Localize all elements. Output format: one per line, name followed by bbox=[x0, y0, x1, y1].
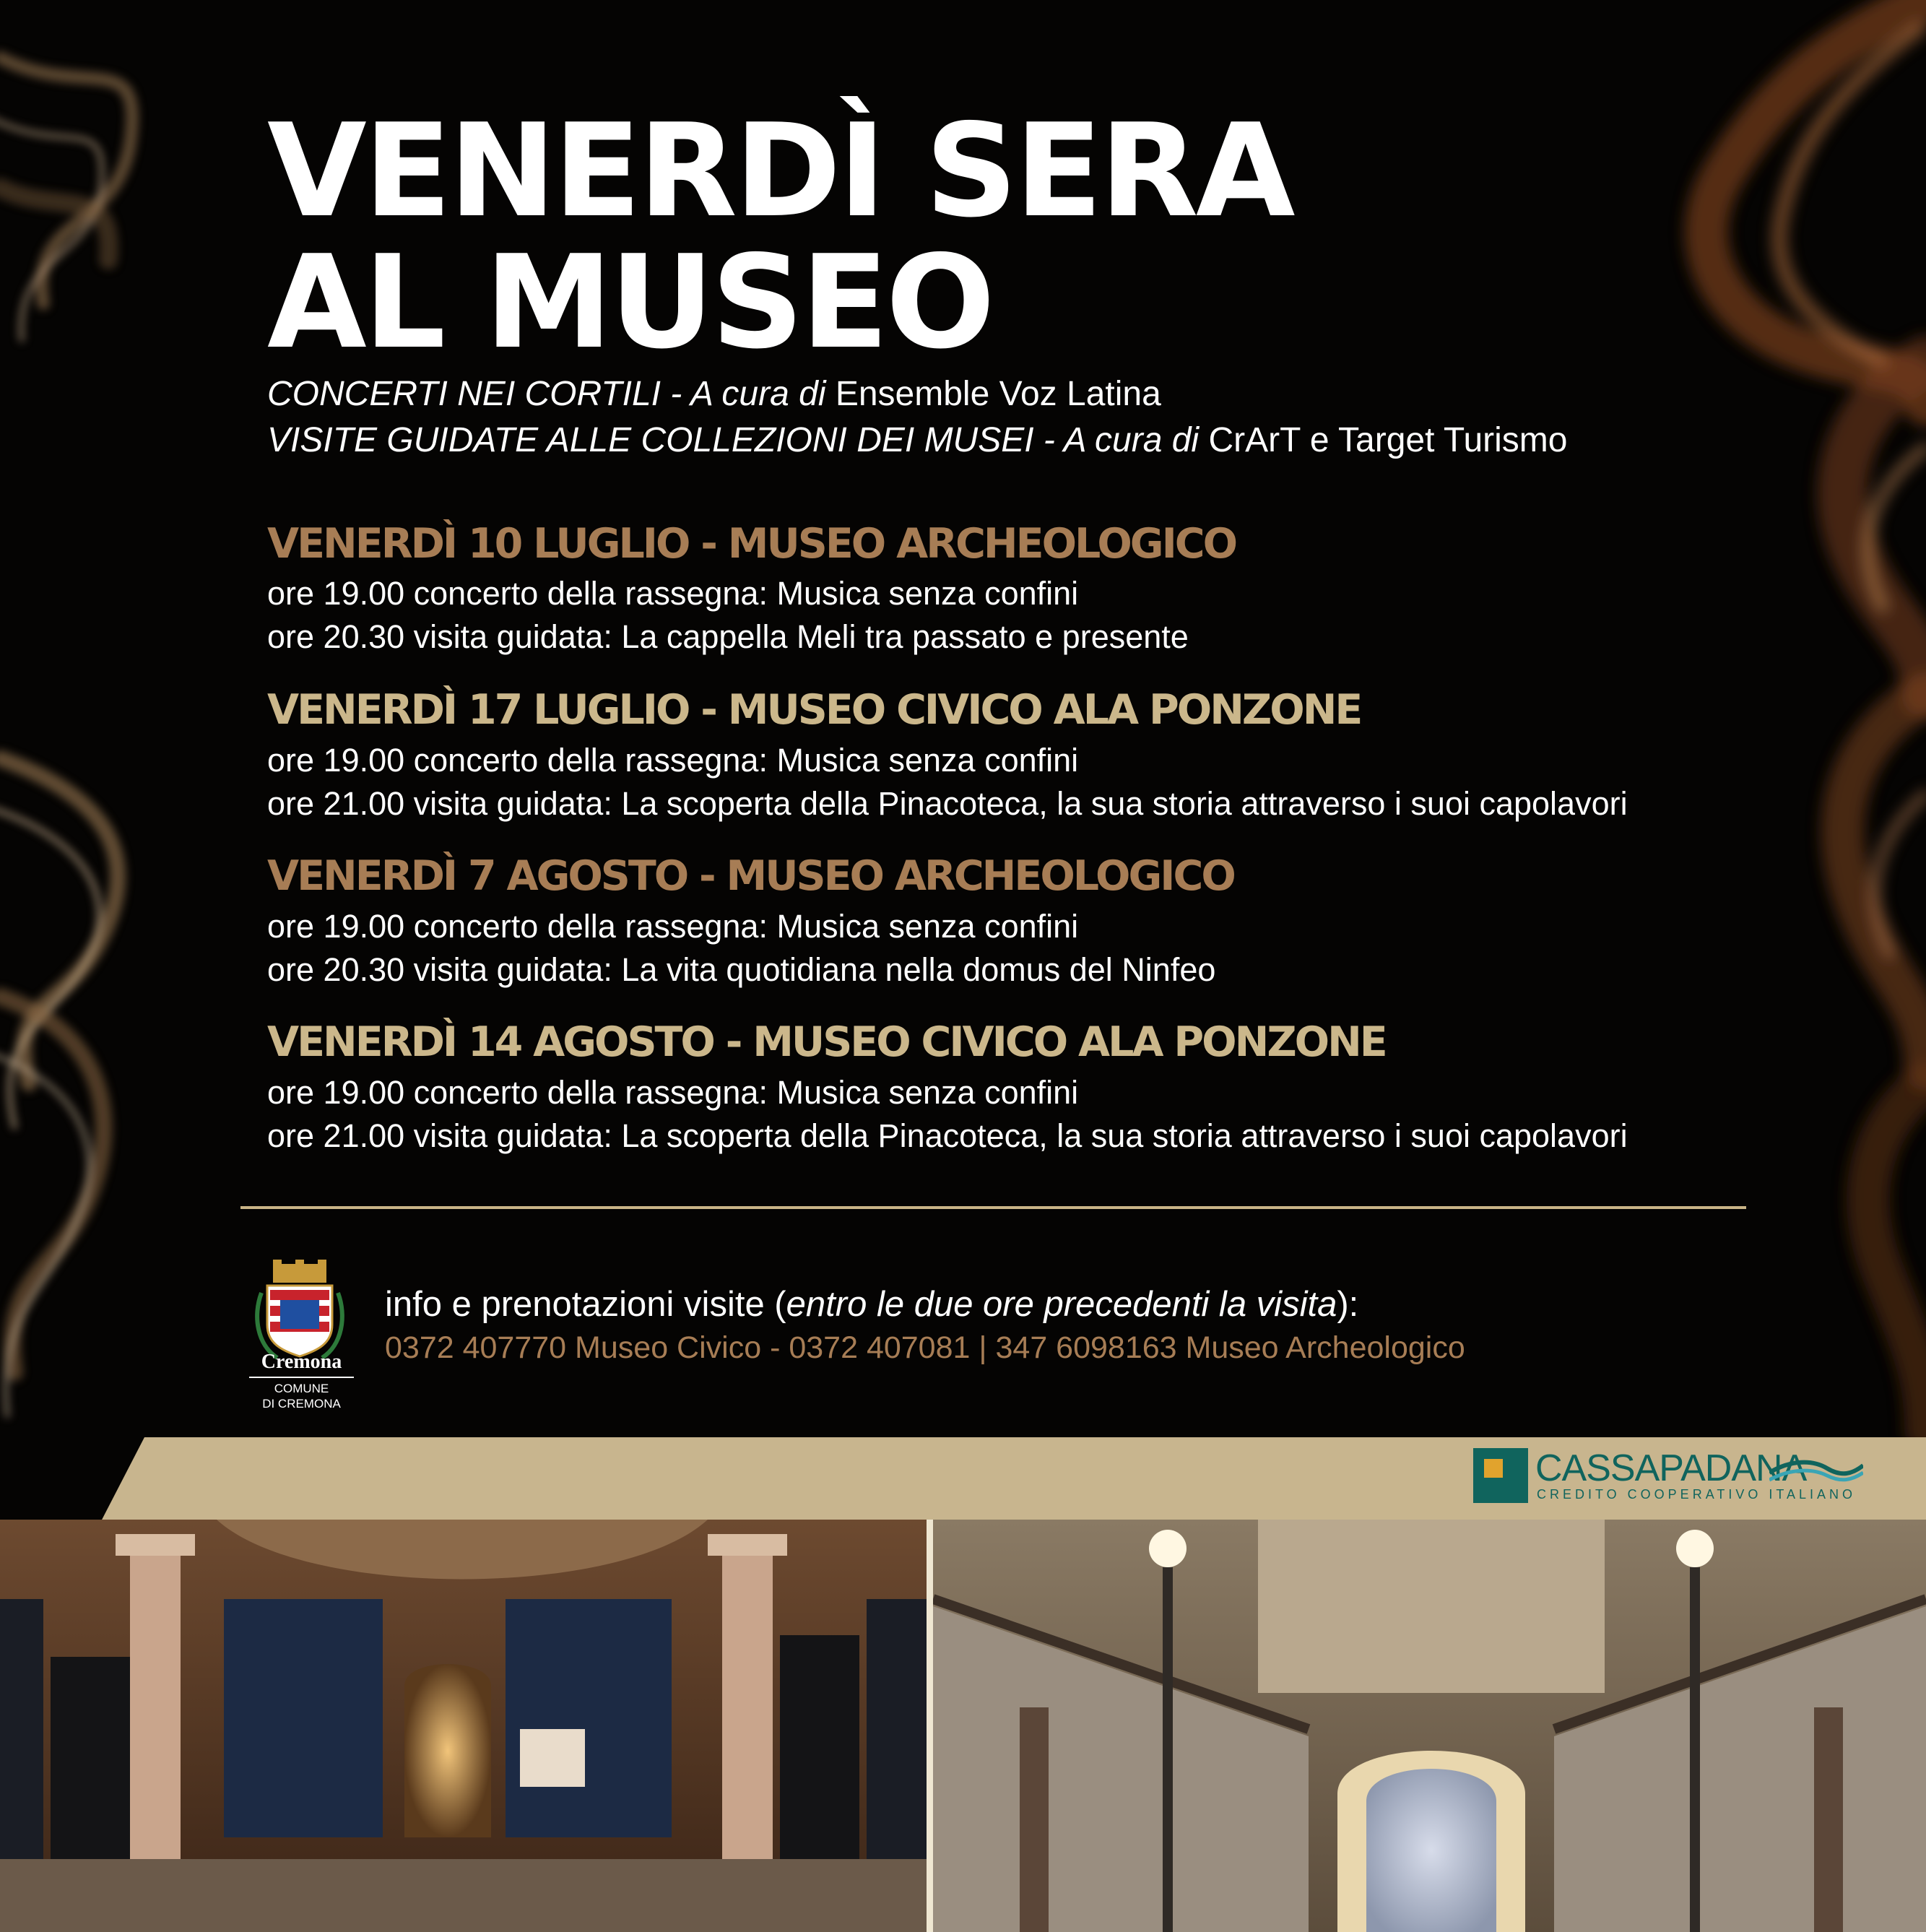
subtitle-concerts-label: CONCERTI NEI CORTILI - A cura di bbox=[267, 375, 836, 413]
subtitle-tours-label: VISITE GUIDATE ALLE COLLEZIONI DEI MUSEI - A cura di bbox=[267, 421, 1209, 459]
event-heading: VENERDÌ 14 AGOSTO - MUSEO CIVICO ALA PONZONE bbox=[267, 1018, 1386, 1066]
sponsor-tagline: CREDITO COOPERATIVO ITALIANO bbox=[1537, 1487, 1857, 1502]
photo-archaeological-museum bbox=[0, 1520, 927, 1932]
event-concert-line: ore 19.00 concerto della rassegna: Musica senza confini bbox=[267, 575, 1079, 612]
smoke-right-decoration bbox=[1420, 0, 1926, 1444]
page-title-line-1: VENERDÌ SERA bbox=[267, 96, 1293, 246]
event-tour-line: ore 21.00 visita guidata: La scoperta della Pinacoteca, la sua storia attraverso i suoi capolavori bbox=[267, 785, 1628, 822]
sponsor-name: CASSAPADANA bbox=[1535, 1447, 1807, 1489]
info-booking-text bbox=[385, 1284, 1358, 1325]
subtitle-concerts-curator: Ensemble Voz Latina bbox=[835, 375, 1161, 413]
sponsor-logo bbox=[1473, 1448, 1863, 1506]
info-text-end: ): bbox=[1337, 1285, 1359, 1324]
event-heading: VENERDÌ 7 AGOSTO - MUSEO ARCHEOLOGICO bbox=[267, 852, 1234, 900]
photo-civic-museum-staircase bbox=[933, 1520, 1926, 1932]
event-tour-line: ore 20.30 visita guidata: La cappella Meli tra passato e presente bbox=[267, 618, 1189, 655]
info-text-start: info e prenotazioni visite ( bbox=[385, 1285, 786, 1324]
phone-numbers: 0372 407770 Museo Civico - 0372 407081 | 347 6098163 Museo Archeologico bbox=[385, 1330, 1465, 1365]
event-concert-line: ore 19.00 concerto della rassegna: Musica senza confini bbox=[267, 742, 1079, 779]
info-text-italic: entro le due ore precedenti la visita bbox=[786, 1285, 1337, 1324]
section-divider bbox=[240, 1206, 1746, 1209]
photo-separator bbox=[927, 1520, 933, 1932]
municipality-label-line-1: COMUNE bbox=[274, 1382, 329, 1395]
municipality-name: Cremona bbox=[261, 1351, 342, 1373]
event-heading: VENERDÌ 10 LUGLIO - MUSEO ARCHEOLOGICO bbox=[267, 520, 1236, 568]
event-tour-line: ore 21.00 visita guidata: La scoperta della Pinacoteca, la sua storia attraverso i suoi capolavori bbox=[267, 1117, 1628, 1154]
smoke-left-decoration bbox=[0, 0, 303, 1444]
cassa-padana-logo-icon bbox=[1473, 1448, 1528, 1503]
municipality-label bbox=[249, 1381, 354, 1411]
subtitle-guided-tours bbox=[267, 420, 1567, 460]
event-heading: VENERDÌ 17 LUGLIO - MUSEO CIVICO ALA PONZONE bbox=[267, 686, 1361, 734]
subtitle-concerts bbox=[267, 374, 1161, 414]
sponsor-wave-icon bbox=[1769, 1455, 1863, 1484]
event-tour-line: ore 20.30 visita guidata: La vita quotidiana nella domus del Ninfeo bbox=[267, 951, 1216, 988]
municipality-label-line-2: DI CREMONA bbox=[262, 1397, 341, 1411]
event-concert-line: ore 19.00 concerto della rassegna: Musica senza confini bbox=[267, 1074, 1079, 1111]
subtitle-tours-curator: CrArT e Target Turismo bbox=[1208, 421, 1568, 459]
page-title-line-2: AL MUSEO bbox=[267, 228, 992, 377]
municipality-underline bbox=[249, 1377, 354, 1378]
event-concert-line: ore 19.00 concerto della rassegna: Musica senza confini bbox=[267, 908, 1079, 945]
